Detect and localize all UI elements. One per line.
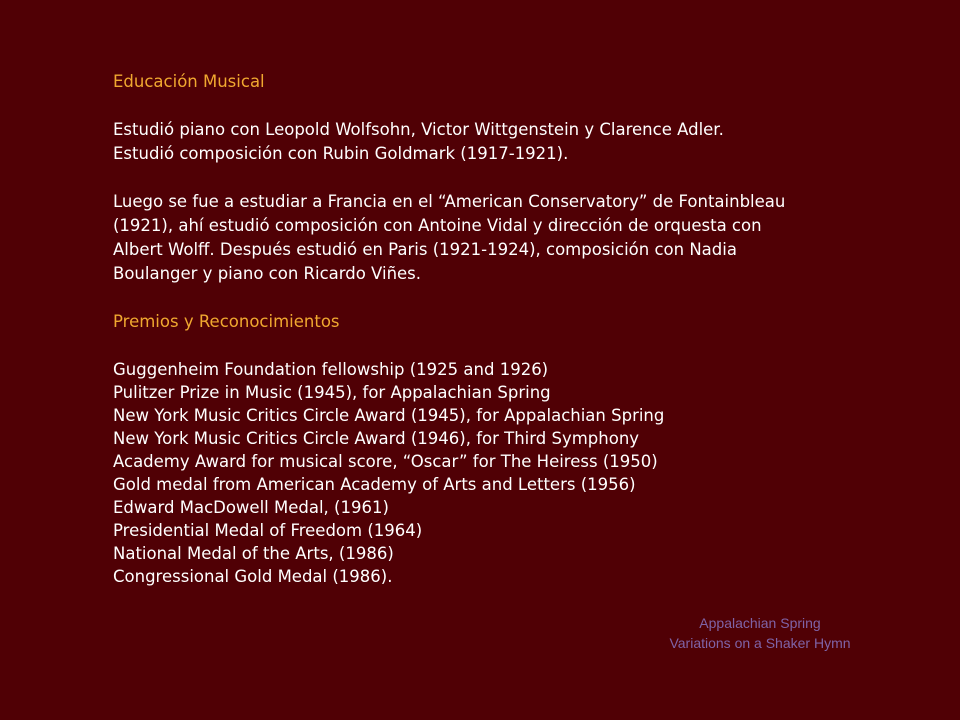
text-line: Boulanger y piano con Ricardo Viñes. (113, 264, 422, 283)
text-line: Luego se fue a estudiar a Francia en el “American Conservatory” de Fontainbleau (113, 192, 786, 211)
award-item: Academy Award for musical score, “Oscar” for The Heiress (1950) (113, 452, 658, 471)
award-item: Edward MacDowell Medal, (1961) (113, 498, 389, 517)
text-line: Estudió composición con Rubin Goldmark (1917-1921). (113, 144, 569, 163)
text-line: Albert Wolff. Después estudió en Paris (1921-1924), composición con Nadia (113, 240, 737, 259)
spacer (113, 94, 913, 118)
award-item: Pulitzer Prize in Music (1945), for Appalachian Spring (113, 383, 551, 402)
appalachian-spring-link[interactable]: Appalachian Spring (699, 615, 821, 631)
awards-heading: Premios y Reconocimientos (113, 312, 340, 331)
awards-list (113, 358, 913, 588)
education-paragraph-2 (113, 190, 913, 286)
text-line: Estudió piano con Leopold Wolfsohn, Victor Wittgenstein y Clarence Adler. (113, 120, 724, 139)
award-item: Congressional Gold Medal (1986). (113, 567, 393, 586)
award-item: Gold medal from American Academy of Arts and Letters (1956) (113, 475, 636, 494)
slide-content (113, 70, 913, 588)
spacer (113, 334, 913, 358)
award-item: Guggenheim Foundation fellowship (1925 and 1926) (113, 360, 549, 379)
media-link-block (630, 613, 890, 653)
shaker-hymn-link[interactable]: Variations on a Shaker Hymn (669, 635, 851, 651)
award-item: National Medal of the Arts, (1986) (113, 544, 394, 563)
award-item: New York Music Critics Circle Award (1945), for Appalachian Spring (113, 406, 665, 425)
education-heading: Educación Musical (113, 72, 265, 91)
spacer (113, 286, 913, 310)
education-paragraph-1 (113, 118, 913, 166)
text-line: (1921), ahí estudió composición con Antoine Vidal y dirección de orquesta con (113, 216, 762, 235)
award-item: Presidential Medal of Freedom (1964) (113, 521, 423, 540)
award-item: New York Music Critics Circle Award (1946), for Third Symphony (113, 429, 640, 448)
spacer (113, 166, 913, 190)
